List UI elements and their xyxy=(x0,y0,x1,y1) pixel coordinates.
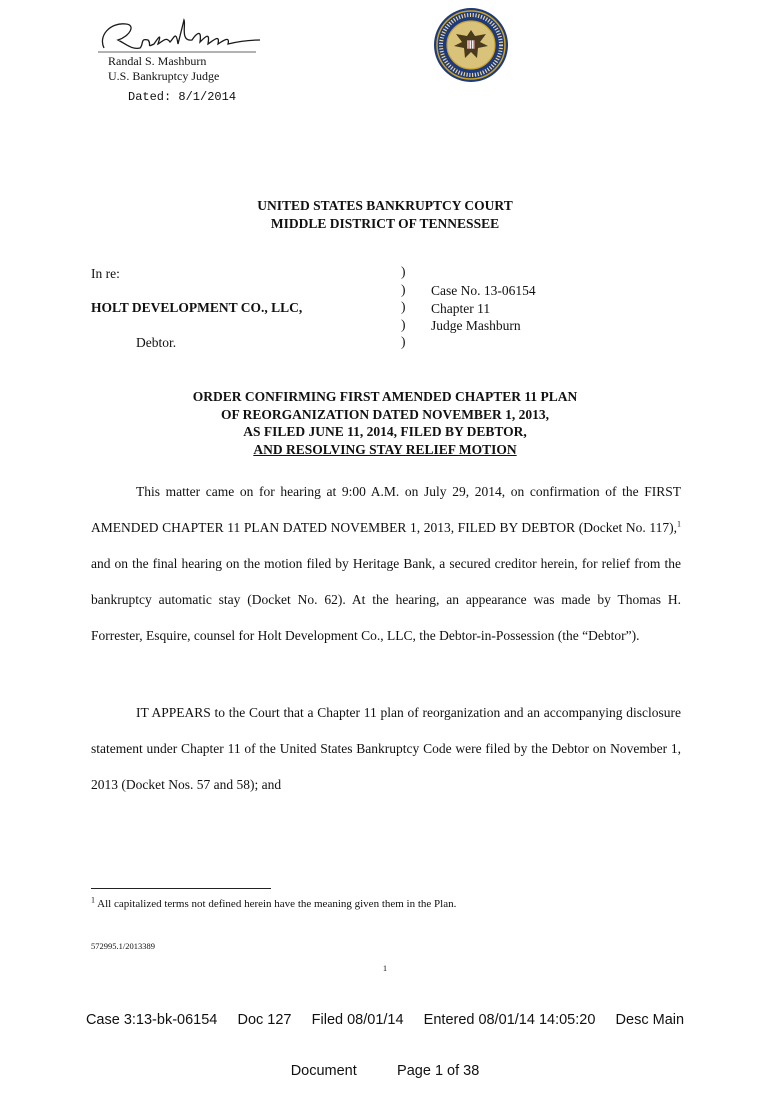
signature-date: Dated: 8/1/2014 xyxy=(128,90,237,104)
paragraph-it-appears xyxy=(91,695,681,803)
footnote-marker: 1 xyxy=(91,895,95,905)
order-title-line: ORDER CONFIRMING FIRST AMENDED CHAPTER 11 PLAN xyxy=(192,389,578,404)
order-title-line: AS FILED JUNE 11, 2014, FILED BY DEBTOR, xyxy=(243,424,527,439)
filing-stamp-line: Document Page 1 of 38 xyxy=(290,1063,480,1079)
case-judge: Judge Mashburn xyxy=(431,318,521,333)
caption-debtor-label: Debtor. xyxy=(136,335,177,350)
court-name: UNITED STATES BANKRUPTCY COURT xyxy=(257,198,513,213)
caption-debtor-name: HOLT DEVELOPMENT CO., LLC, xyxy=(91,300,303,315)
judge-name-block xyxy=(108,54,219,84)
case-info xyxy=(431,282,536,335)
order-title-line: AND RESOLVING STAY RELIEF MOTION xyxy=(253,441,517,457)
paragraph-hearing xyxy=(91,474,681,654)
case-chapter: Chapter 11 xyxy=(431,300,491,316)
caption-parentheses xyxy=(401,263,411,351)
caption-paren: ) xyxy=(401,334,406,349)
caption-paren: ) xyxy=(401,316,406,332)
judge-name: Randal S. Mashburn xyxy=(108,54,207,68)
caption-paren: ) xyxy=(401,264,406,279)
paragraph-text: IT APPEARS to the Court that a Chapter 11 plan of reorganization and an accompanying disclosure statement under Chapter 11 of the United States Bankruptcy Code were filed by the Debtor on November 1, 2013 (Docket Nos. 57 and 58); and xyxy=(91,705,681,792)
order-title xyxy=(0,388,770,458)
judge-title: U.S. Bankruptcy Judge xyxy=(108,69,220,83)
court-district: MIDDLE DISTRICT OF TENNESSEE xyxy=(270,216,500,231)
footnote xyxy=(91,895,457,910)
judge-signature xyxy=(96,14,266,56)
filing-stamp xyxy=(0,978,770,1097)
footnote-divider xyxy=(91,888,271,889)
caption-paren: ) xyxy=(401,299,406,314)
court-heading xyxy=(0,197,770,233)
caption-paren: ) xyxy=(401,281,406,297)
paragraph-text: This matter came on for hearing at 9:00 A.M. on July 29, 2014, on confirmation of the FIRST AMENDED CHAPTER 11 PLAN DATED NOVEMBER 1, 2013, FILED BY DEBTOR (Docket No. 117), xyxy=(91,484,681,535)
footnote-text: All capitalized terms not defined herein have the meaning given them in the Plan. xyxy=(95,898,457,910)
court-seal-icon xyxy=(432,6,510,84)
footnote-reference[interactable]: 1 xyxy=(677,519,681,529)
case-number: Case No. 13-06154 xyxy=(431,283,536,298)
paragraph-text: and on the final hearing on the motion filed by Heritage Bank, a secured creditor herein, for relief from the bankruptcy automatic stay (Docket No. 62). At the hearing, an appearance was made by Thomas H. Forrester, Esquire, counsel for Holt Development Co., LLC, the Debtor-in-Possession (the “Debtor”). xyxy=(91,556,681,643)
order-title-line: OF REORGANIZATION DATED NOVEMBER 1, 2013, xyxy=(221,406,549,422)
page-number: 1 xyxy=(382,963,388,973)
caption-in-re: In re: xyxy=(91,266,120,281)
filing-stamp-line: Case 3:13-bk-06154 Doc 127 Filed 08/01/14 Entered 08/01/14 14:05:20 Desc Main xyxy=(85,1012,685,1028)
document-id: 572995.1/2013389 xyxy=(91,941,155,951)
